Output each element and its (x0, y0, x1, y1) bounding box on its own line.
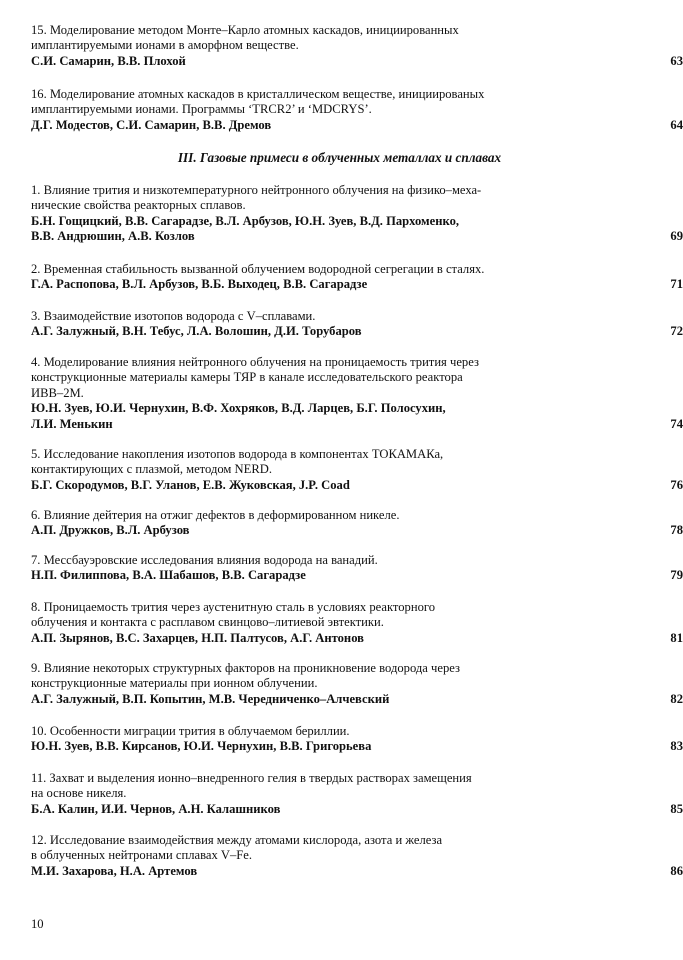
entry-title-line: на основе никеля. (31, 786, 127, 801)
page-number: 10 (31, 917, 44, 931)
entry-page-number: 83 (670, 739, 683, 754)
entry-page-number: 79 (670, 568, 683, 583)
entry-title-line: имплантируемыми ионами. Программы ‘TRCR2’ и ‘MDCRYS’. (31, 102, 372, 117)
toc-entry (31, 87, 683, 133)
entry-title-line: имплантируемыми ионами в аморфном веществе. (31, 38, 299, 53)
entry-authors: Ю.Н. Зуев, В.В. Кирсанов, Ю.И. Чернухин, В.В. Григорьева (31, 739, 372, 754)
entry-authors: А.П. Дружков, В.Л. Арбузов (31, 523, 190, 538)
entry-title-line: 1. Влияние трития и низкотемпературного нейтронного облучения на физико–меха- (31, 183, 482, 197)
entry-title-line: контактирующих с плазмой, методом NERD. (31, 462, 272, 477)
toc-entry (31, 447, 683, 493)
entry-authors: М.И. Захарова, Н.А. Артемов (31, 863, 198, 878)
entry-authors: Ю.Н. Зуев, Ю.И. Чернухин, В.Ф. Хохряков, В.Д. Ларцев, Б.Г. Полосухин, (31, 401, 446, 416)
entry-page-number: 76 (670, 477, 683, 492)
entry-authors: С.И. Самарин, В.В. Плохой (31, 53, 186, 68)
entry-title-line: 8. Проницаемость трития через аустенитную сталь в условиях реакторного (31, 600, 436, 614)
toc-entry (31, 508, 683, 539)
entry-page-number: 63 (670, 53, 683, 68)
entry-authors: Д.Г. Модестов, С.И. Самарин, В.В. Дремов (31, 117, 272, 132)
toc-entry (31, 833, 683, 879)
entry-page-number: 64 (670, 117, 683, 132)
entry-title-line: 9. Влияние некоторых структурных факторов на проникновение водорода через (31, 661, 460, 675)
entry-authors: А.Г. Залужный, В.П. Копытин, М.В. Чередниченко–Алчевский (31, 691, 390, 706)
entry-title-line: в облученных нейтронами сплавах V–Fe. (31, 848, 253, 863)
entry-authors: Б.А. Калин, И.И. Чернов, А.Н. Калашников (31, 801, 281, 816)
entry-page-number: 82 (670, 691, 683, 706)
toc-entry (31, 553, 683, 584)
section-heading: III. Газовые примеси в облученных металлах и сплавах (177, 150, 502, 165)
entry-page-number: 72 (670, 324, 683, 339)
entry-title-line: нические свойства реакторных сплавов. (31, 198, 246, 213)
entry-title-line: конструкционные материалы камеры ТЯР в канале исследовательского реактора (31, 370, 463, 385)
entry-page-number: 71 (670, 277, 683, 292)
entry-title-line: 15. Моделирование методом Монте–Карло атомных каскадов, инициированных (31, 23, 459, 37)
entry-title-line: ИВВ–2М. (31, 385, 84, 400)
toc-entry (31, 600, 683, 646)
toc-entry (31, 355, 683, 432)
entry-authors: А.Г. Залужный, В.Н. Тебус, Л.А. Волошин, Д.И. Торубаров (31, 324, 362, 339)
entry-authors: Б.Н. Гощицкий, В.В. Сагарадзе, В.Л. Арбузов, Ю.Н. Зуев, В.Д. Пархоменко, (31, 213, 460, 228)
entry-title-line: 3. Взаимодействие изотопов водорода с V–сплавами. (31, 309, 316, 323)
entry-authors: Г.А. Распопова, В.Л. Арбузов, В.Б. Выходец, В.В. Сагарадзе (31, 277, 368, 292)
toc-entry (31, 309, 683, 340)
entry-title-line: 2. Временная стабильность вызванной облучением водородной сегрегации в сталях. (31, 262, 485, 276)
entry-authors: Б.Г. Скородумов, В.Г. Уланов, Е.В. Жуковская, J.P. Coad (31, 477, 350, 492)
entry-page-number: 74 (670, 416, 683, 431)
toc-entry (31, 724, 683, 755)
entry-page-number: 81 (670, 630, 683, 645)
toc-entry (31, 262, 683, 293)
toc-entry (31, 23, 683, 69)
entry-authors: А.П. Зырянов, В.С. Захарцев, Н.П. Палтусов, А.Г. Антонов (31, 630, 364, 645)
entry-title-line: конструкционные материалы при ионном облучении. (31, 676, 318, 691)
toc-entry (31, 183, 683, 245)
entry-title-line: 16. Моделирование атомных каскадов в кристаллическом веществе, инициированых (31, 87, 485, 101)
entry-title-line: 11. Захват и выделения ионно–внедренного гелия в твердых растворах замещения (31, 771, 472, 785)
entry-page-number: 86 (670, 863, 683, 878)
entry-title-line: 7. Мессбауэровские исследования влияния водорода на ванадий. (31, 553, 378, 567)
toc-entry (31, 771, 683, 817)
entry-title-line: облучения и контакта с расплавом свинцово–литиевой эвтектики. (31, 615, 384, 630)
entry-authors: Н.П. Филиппова, В.А. Шабашов, В.В. Сагарадзе (31, 568, 306, 583)
entry-page-number: 85 (670, 801, 683, 816)
entry-title-line: 12. Исследование взаимодействия между атомами кислорода, азота и железа (31, 833, 443, 847)
entry-title-line: 10. Особенности миграции трития в облучаемом бериллии. (31, 724, 350, 738)
entry-authors: В.В. Андрюшин, А.В. Козлов (31, 229, 195, 244)
entry-title-line: 4. Моделирование влияния нейтронного облучения на проницаемость трития через (31, 355, 479, 369)
entry-title-line: 5. Исследование накопления изотопов водорода в компонентах ТОКАМАКа, (31, 447, 444, 461)
toc-entry (31, 661, 683, 707)
entry-page-number: 69 (670, 229, 683, 244)
entry-authors: Л.И. Менькин (31, 416, 113, 431)
entry-title-line: 6. Влияние дейтерия на отжиг дефектов в деформированном никеле. (31, 508, 400, 522)
entry-page-number: 78 (670, 523, 683, 538)
